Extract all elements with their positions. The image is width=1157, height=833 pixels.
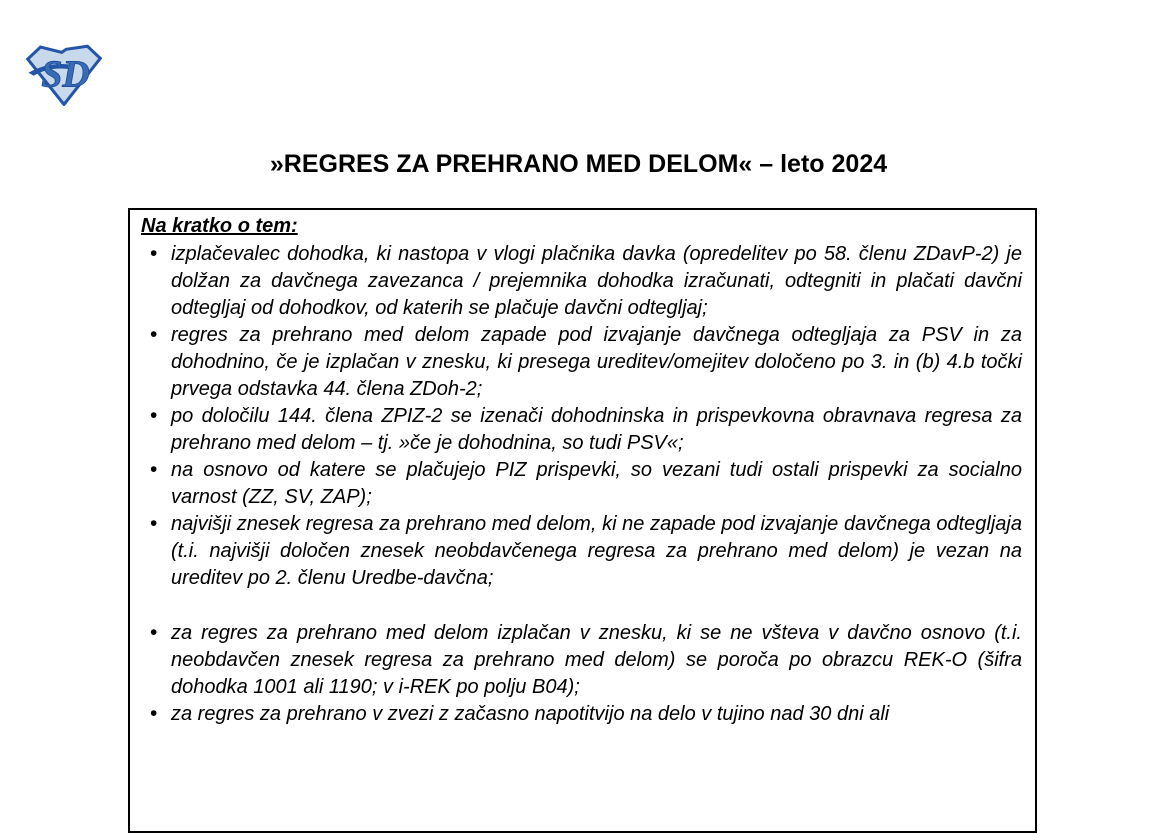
bullet-item-text: regres za prehrano med delom zapade pod izvajanje davčnega odtegljaja za PSV in za dohodnino, če je izplačan v znesku, ki presega ureditev/omejitev določeno po 3. in (b) 4.b točki prvega odstavka 44. člena ZDoh-2;: [171, 324, 1022, 400]
bullet-item: [141, 701, 1022, 728]
page-title: »REGRES ZA PREHRANO MED DELOM« – leto 2024: [269, 150, 888, 178]
bullet-item: [141, 241, 1022, 322]
bullet-item-text: najvišji znesek regresa za prehrano med delom, ki ne zapade pod izvajanje davčnega odtegljaja (t.i. najvišji določen znesek neobdavčenega regresa za prehrano med delom) je vezan na ureditev po 2. členu Uredbe-davčna;: [171, 513, 1022, 589]
info-box-heading: Na kratko o tem:: [141, 215, 298, 237]
bullet-item-text: za regres za prehrano v zvezi z začasno napotitvijo na delo v tujino nad 30 dni ali: [171, 703, 890, 725]
bullet-item: [141, 511, 1022, 592]
bullet-item-text: za regres za prehrano med delom izplačan v znesku, ki se ne všteva v davčno osnovo (t.i. neobdavčen znesek regresa za prehrano med delom) se poroča po obrazcu REK-O (šifra dohodka 1001 ali 1190; v i-REK po polju B04);: [171, 622, 1022, 698]
sd-shield-logo: [26, 44, 102, 106]
bullet-item: [141, 457, 1022, 511]
bullet-item: [141, 620, 1022, 701]
logo-letters: SD: [41, 53, 90, 96]
info-box: [128, 208, 1037, 833]
bullet-list: [141, 241, 1022, 728]
bullet-item-text: izplačevalec dohodka, ki nastopa v vlogi plačnika davka (opredelitev po 58. členu ZDavP-2) je dolžan za davčnega zavezanca / prejemnika dohodka izračunati, odtegniti in plačati davčni odtegljaj od dohodkov, od katerih se plačuje davčni odtegljaj;: [171, 243, 1022, 319]
bullet-item-text: po določilu 144. člena ZPIZ-2 se izenači dohodninska in prispevkovna obravnava regresa za prehrano med delom – tj. »če je dohodnina, so tudi PSV«;: [171, 405, 1022, 454]
bullet-item-text: na osnovo od katere se plačujejo PIZ prispevki, so vezani tudi ostali prispevki za socialno varnost (ZZ, SV, ZAP);: [171, 459, 1022, 508]
bullet-item: [141, 322, 1022, 403]
bullet-item: [141, 403, 1022, 457]
